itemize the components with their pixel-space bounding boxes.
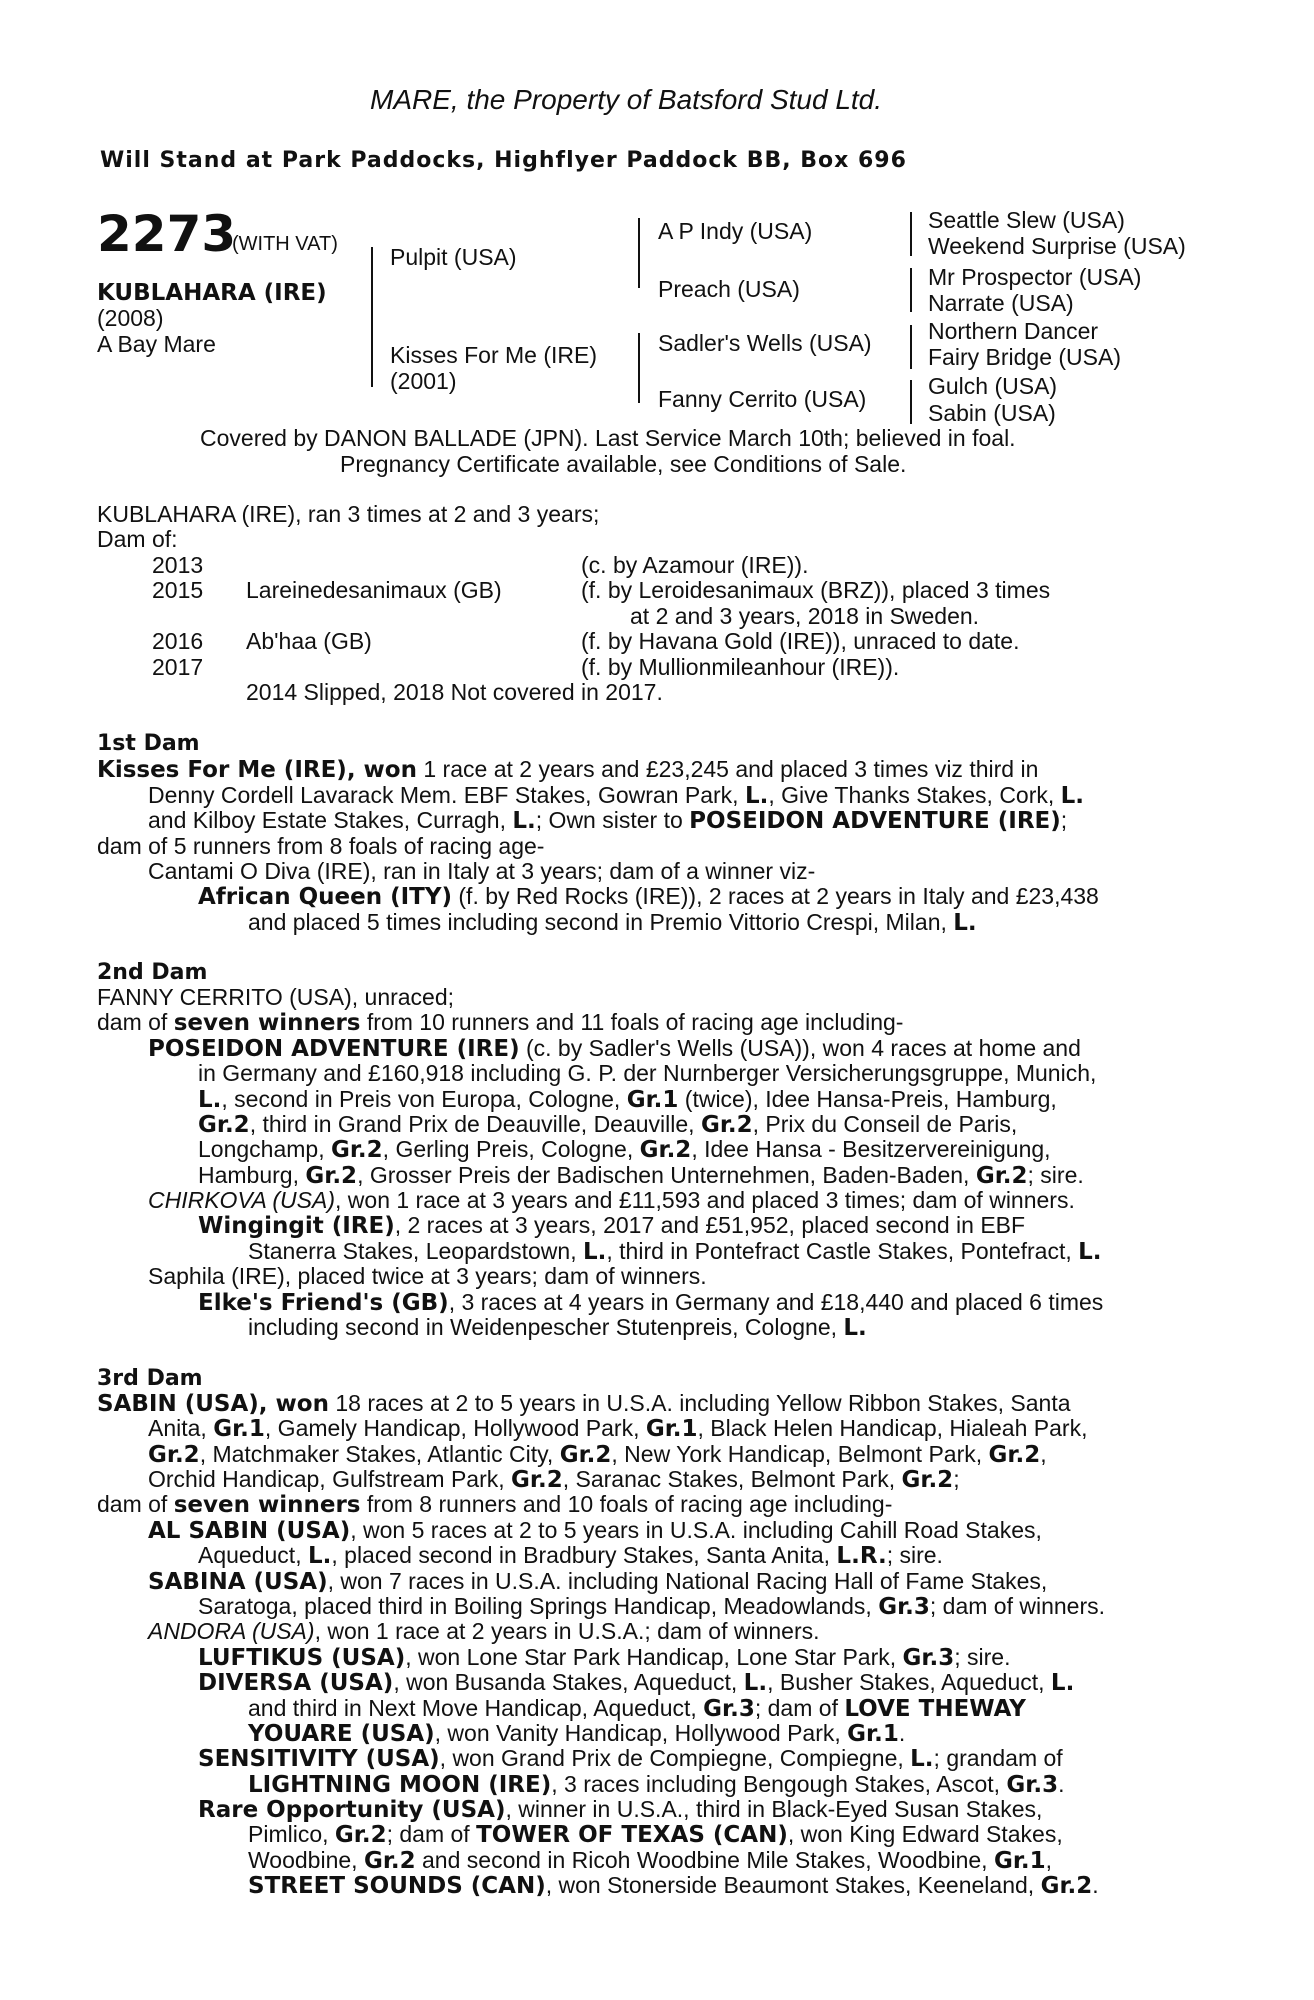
dam-line: Orchid Handicap, Gulfstream Park, Gr.2, Saranac Stakes, Belmont Park, Gr.2; [148,1466,960,1493]
page-title: MARE, the Property of Batsford Stud Ltd. [370,84,883,115]
pedigree-dam-dam: Fanny Cerrito (USA) [658,386,867,412]
dam-line: SABINA (USA), won 7 races in U.S.A. including National Racing Hall of Fame Stakes, [148,1568,1048,1595]
dam-line: L., second in Preis von Europa, Cologne, Gr.1 (twice), Idee Hansa-Preis, Hamburg, [198,1086,1057,1113]
dam-line: Gr.2, third in Grand Prix de Deauville, Deauville, Gr.2, Prix du Conseil de Paris, [198,1111,1018,1138]
foal-name: Ab'haa (GB) [246,628,372,654]
horse-name: KUBLAHARA (IRE) [97,280,327,306]
foal-detail: (f. by Leroidesanimaux (BRZ)), placed 3 times [581,577,1051,603]
foal-detail: (f. by Mullionmileanhour (IRE)). [581,654,900,680]
pedigree-g8: Sabin (USA) [928,400,1056,426]
pedigree-dam-sire: Sadler's Wells (USA) [658,330,872,356]
pedigree-brace [638,333,640,403]
pedigree-g1: Seattle Slew (USA) [928,207,1125,233]
dam-line: Hamburg, Gr.2, Grosser Preis der Badischen Unternehmen, Baden-Baden, Gr.2; sire. [198,1162,1084,1189]
pedigree-g6: Fairy Bridge (USA) [928,344,1121,370]
dam-line: YOUARE (USA), won Vanity Handicap, Hollywood Park, Gr.1. [248,1720,906,1747]
dam-line: Stanerra Stakes, Leopardstown, L., third in Pontefract Castle Stakes, Pontefract, L. [248,1238,1102,1265]
foal-detail: at 2 and 3 years, 2018 in Sweden. [630,603,980,629]
foal-detail: (f. by Havana Gold (IRE)), unraced to date. [581,628,1020,654]
foal-name: Lareinedesanimaux (GB) [246,577,502,603]
pedigree-g5: Northern Dancer [928,318,1099,344]
vat-note: (WITH VAT) [232,233,338,255]
dam-of-label: Dam of: [97,526,178,552]
pedigree-brace [910,268,912,312]
covered-line: Covered by DANON BALLADE (JPN). Last Service March 10th; believed in foal. [200,425,1016,451]
dam-line: Saratoga, placed third in Boiling Springs Handicap, Meadowlands, Gr.3; dam of winners. [198,1593,1106,1620]
dam-line: and placed 5 times including second in Premio Vittorio Crespi, Milan, L. [248,909,977,936]
dam-line: and third in Next Move Handicap, Aqueduct, Gr.3; dam of LOVE THEWAY [248,1695,1026,1722]
dam-line: Aqueduct, L., placed second in Bradbury Stakes, Santa Anita, L.R.; sire. [198,1542,943,1569]
dam-line: Woodbine, Gr.2 and second in Ricoh Woodbine Mile Stakes, Woodbine, Gr.1, [248,1847,1053,1874]
section-heading: 3rd Dam [97,1366,203,1391]
pedigree-sire-sire: A P Indy (USA) [658,218,813,244]
dam-line: CHIRKOVA (USA), won 1 race at 3 years and £11,593 and placed 3 times; dam of winners. [148,1187,1075,1213]
dam-line: Anita, Gr.1, Gamely Handicap, Hollywood Park, Gr.1, Black Helen Handicap, Hialeah Park, [148,1415,1088,1442]
pedigree-g4: Narrate (USA) [928,290,1074,316]
dam-line: Rare Opportunity (USA), winner in U.S.A., third in Black-Eyed Susan Stakes, [198,1796,1043,1823]
horse-description: A Bay Mare [97,331,216,357]
dam-line: Denny Cordell Lavarack Mem. EBF Stakes, Gowran Park, L., Give Thanks Stakes, Cork, L. [148,782,1085,809]
pedigree-brace [910,380,912,424]
produce-note: 2014 Slipped, 2018 Not covered in 2017. [246,679,663,705]
pedigree-dam: Kisses For Me (IRE) [390,342,598,368]
pedigree-sire-dam: Preach (USA) [658,276,800,302]
section-heading: 1st Dam [97,731,200,756]
dam-line: FANNY CERRITO (USA), unraced; [97,984,455,1010]
dam-line: SABIN (USA), won 18 races at 2 to 5 years in U.S.A. including Yellow Ribbon Stakes, Santa [97,1390,1071,1417]
dam-line: Cantami O Diva (IRE), ran in Italy at 3 years; dam of a winner viz- [148,858,816,884]
dam-line: LUFTIKUS (USA), won Lone Star Park Handicap, Lone Star Park, Gr.3; sire. [198,1644,1011,1671]
dam-line: Elke's Friend's (GB), 3 races at 4 years in Germany and £18,440 and placed 6 times [198,1289,1104,1316]
dam-line: ANDORA (USA), won 1 race at 2 years in U.S.A.; dam of winners. [148,1618,820,1644]
dam-line: LIGHTNING MOON (IRE), 3 races including Bengough Stakes, Ascot, Gr.3. [248,1771,1065,1798]
dam-line: African Queen (ITY) (f. by Red Rocks (IRE)), 2 races at 2 years in Italy and £23,438 [198,883,1099,910]
dam-line: DIVERSA (USA), won Busanda Stakes, Aqueduct, L., Busher Stakes, Aqueduct, L. [198,1669,1075,1696]
pedigree-brace [910,212,912,256]
foal-year: (2008) [97,305,164,331]
foal-year: 2016 [152,628,204,654]
dam-line: Pimlico, Gr.2; dam of TOWER OF TEXAS (CAN), won King Edward Stakes, [248,1821,1063,1848]
lot-number: 2273 [97,205,237,263]
section-heading: 2nd Dam [97,960,208,985]
pedigree-g7: Gulch (USA) [928,373,1058,399]
pedigree-brace [371,247,373,387]
dam-line: in Germany and £160,918 including G. P. der Nurnberger Versicherungsgruppe, Munich, [198,1060,1097,1086]
dam-line: POSEIDON ADVENTURE (IRE) (c. by Sadler's Wells (USA)), won 4 races at home and [148,1035,1081,1062]
foal-detail: (c. by Azamour (IRE)). [581,552,809,578]
pedigree-dam-year: (2001) [390,368,457,394]
dam-line: dam of 5 runners from 8 foals of racing age- [97,833,545,859]
dam-line: Kisses For Me (IRE), won 1 race at 2 years and £23,245 and placed 3 times viz third in [97,756,1039,783]
dam-line: Saphila (IRE), placed twice at 3 years; dam of winners. [148,1263,707,1289]
foal-year: 2015 [152,577,204,603]
dam-line: Gr.2, Matchmaker Stakes, Atlantic City, Gr.2, New York Handicap, Belmont Park, Gr.2, [148,1441,1047,1468]
stand-location: Will Stand at Park Paddocks, Highflyer Paddock BB, Box 696 [100,148,907,173]
dam-line: SENSITIVITY (USA), won Grand Prix de Compiegne, Compiegne, L.; grandam of [198,1745,1063,1772]
pedigree-brace [638,218,640,288]
dam-line: AL SABIN (USA), won 5 races at 2 to 5 years in U.S.A. including Cahill Road Stakes, [148,1517,1042,1544]
pedigree-brace [910,325,912,369]
dam-line: dam of seven winners from 10 runners and 11 foals of racing age including- [97,1009,904,1036]
foal-year: 2013 [152,552,204,578]
dam-line: STREET SOUNDS (CAN), won Stonerside Beaumont Stakes, Keeneland, Gr.2. [248,1872,1099,1899]
dam-line: Longchamp, Gr.2, Gerling Preis, Cologne, Gr.2, Idee Hansa - Besitzervereinigung, [198,1136,1051,1163]
dam-line: including second in Weidenpescher Stutenpreis, Cologne, L. [248,1314,867,1341]
race-record: KUBLAHARA (IRE), ran 3 times at 2 and 3 years; [97,501,600,527]
dam-line: Wingingit (IRE), 2 races at 3 years, 2017 and £51,952, placed second in EBF [198,1212,1026,1239]
pedigree-g3: Mr Prospector (USA) [928,264,1142,290]
foal-year: 2017 [152,654,204,680]
pedigree-g2: Weekend Surprise (USA) [928,233,1186,259]
dam-line: dam of seven winners from 8 runners and 10 foals of racing age including- [97,1491,893,1518]
pregnancy-line: Pregnancy Certificate available, see Conditions of Sale. [340,451,907,477]
pedigree-sire: Pulpit (USA) [390,244,517,270]
dam-line: and Kilboy Estate Stakes, Curragh, L.; Own sister to POSEIDON ADVENTURE (IRE); [148,807,1068,834]
